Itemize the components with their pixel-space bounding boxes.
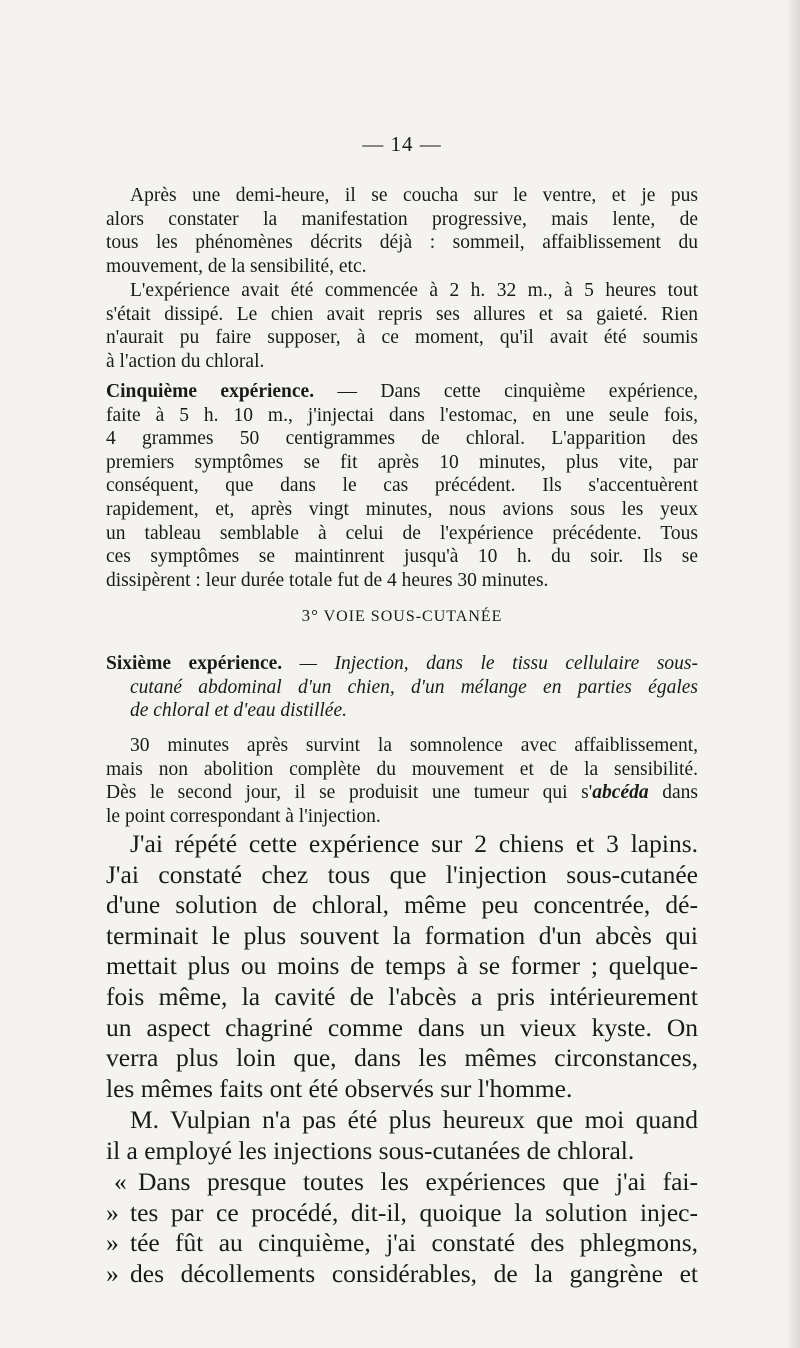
section-title: VOIE SOUS-CUTANÉE bbox=[323, 608, 503, 625]
quote-mark: » bbox=[106, 1258, 119, 1288]
text-line: à l'action du chloral. bbox=[106, 350, 265, 372]
text-line: mettait plus ou moins de temps à se former ; quelque- bbox=[106, 951, 698, 981]
emphasis-word: abcéda bbox=[592, 782, 649, 804]
text-line: mais non abolition complète du mouvement et de la sensibilité. bbox=[106, 758, 698, 780]
text-line: dissipèrent : leur durée totale fut de 4 heures 30 minutes. bbox=[106, 569, 549, 591]
quote-mark: » bbox=[106, 1197, 119, 1227]
text-line: de chloral et d'eau distillée. bbox=[130, 700, 347, 722]
section-number: 3° bbox=[301, 606, 319, 625]
text-fragment: — Injection, dans le tissu cellulaire sous- bbox=[282, 653, 698, 674]
experiment-5-title: Cinquième expérience. bbox=[106, 381, 315, 402]
text-line: n'aurait pu faire supposer, à ce moment, qu'il avait été soumis bbox=[106, 327, 698, 349]
text-line: cutané abdominal d'un chien, d'un mélange en parties égales bbox=[130, 676, 698, 698]
quotation bbox=[106, 1167, 698, 1289]
text-fragment: Dès le second jour, il se produisit une tumeur qui s' bbox=[106, 782, 593, 804]
text-line: terminait le plus souvent la formation d'un abcès qui bbox=[106, 920, 698, 950]
text-line: s'était dissipé. Le chien avait repris ses allures et sa gaieté. Rien bbox=[106, 303, 698, 325]
text-fragment: tée fût au cinquième, j'ai constaté des phlegmons, bbox=[130, 1228, 698, 1258]
text-line: premiers symptômes se fit après 10 minutes, plus vite, par bbox=[106, 451, 698, 473]
paragraph-recovery bbox=[106, 279, 698, 373]
paragraph-experiment-5 bbox=[106, 380, 698, 592]
text-line: J'ai constaté chez tous que l'injection sous-cutanée bbox=[106, 859, 698, 889]
text-fragment: Dans presque toutes les expériences que j'ai fai- bbox=[138, 1167, 698, 1196]
text-line: d'une solution de chloral, même peu concentrée, dé- bbox=[106, 890, 698, 920]
text-fragment: — Dans cette cinquième expérience, bbox=[314, 381, 699, 402]
text-line: alors constater la manifestation progressive, mais lente, de bbox=[106, 208, 698, 230]
text-line: un tableau semblable à celui de l'expérience précédente. Tous bbox=[106, 522, 698, 544]
quote-line bbox=[106, 1259, 698, 1290]
text-fragment: tes par ce procédé, dit-il, quoique la solution injec- bbox=[130, 1197, 698, 1227]
page-number: — 14 — bbox=[362, 132, 442, 156]
text-line: le point correspondant à l'injection. bbox=[106, 805, 381, 827]
text-line: 30 minutes après survint la somnolence avec affaiblissement, bbox=[130, 735, 698, 756]
quote-line bbox=[106, 1167, 698, 1198]
text-line bbox=[106, 652, 698, 676]
text-line: les mêmes faits ont été observés sur l'homme. bbox=[106, 1073, 573, 1103]
scan-edge bbox=[786, 0, 800, 1348]
text-line bbox=[106, 380, 698, 404]
section-heading bbox=[106, 606, 698, 626]
text-line: mouvement, de la sensibilité, etc. bbox=[106, 255, 367, 277]
text-line: conséquent, que dans le cas précédent. Ils s'accentuèrent bbox=[106, 475, 698, 497]
text-fragment: dans bbox=[648, 782, 698, 804]
paragraph-experiment-6 bbox=[106, 652, 698, 723]
experiment-6-title: Sixième expérience. bbox=[106, 653, 283, 674]
text-line: J'ai répété cette expérience sur 2 chiens et 3 lapins. bbox=[130, 829, 698, 858]
text-line: faite à 5 h. 10 m., j'injectai dans l'estomac, en une seule fois, bbox=[106, 404, 698, 426]
text-line: M. Vulpian n'a pas été plus heureux que moi quand bbox=[130, 1105, 698, 1134]
quote-mark: » bbox=[106, 1228, 119, 1258]
text-line: rapidement, et, après vingt minutes, nous avions sous les yeux bbox=[106, 498, 698, 520]
quote-line bbox=[106, 1198, 698, 1229]
text-line: Après une demi-heure, il se coucha sur le ventre, et je pus bbox=[130, 185, 698, 206]
text-fragment: des décollements considérables, de la gangrène et bbox=[130, 1258, 698, 1288]
quote-mark: « bbox=[114, 1167, 127, 1196]
text-line: fois même, la cavité de l'abcès a pris intérieurement bbox=[106, 981, 698, 1011]
paragraph-intro bbox=[106, 184, 698, 278]
text-line: 4 grammes 50 centigrammes de chloral. L'apparition des bbox=[106, 428, 698, 450]
text-line: L'expérience avait été commencée à 2 h. 32 m., à 5 heures tout bbox=[130, 280, 698, 301]
paragraph-summary bbox=[106, 829, 698, 1104]
text-line: verra plus loin que, dans les mêmes circonstances, bbox=[106, 1043, 698, 1073]
quote-line bbox=[106, 1228, 698, 1259]
text-line: tous les phénomènes décrits déjà : sommeil, affaiblissement du bbox=[106, 232, 698, 254]
text-line: un aspect chagriné comme dans un vieux kyste. On bbox=[106, 1012, 698, 1042]
text-line bbox=[106, 781, 698, 805]
paragraph-vulpian bbox=[106, 1105, 698, 1166]
text-line: ces symptômes se maintinrent jusqu'à 10 h. du soir. Ils se bbox=[106, 546, 698, 568]
paragraph-result bbox=[106, 734, 698, 828]
text-line: il a employé les injections sous-cutanées de chloral. bbox=[106, 1135, 635, 1165]
